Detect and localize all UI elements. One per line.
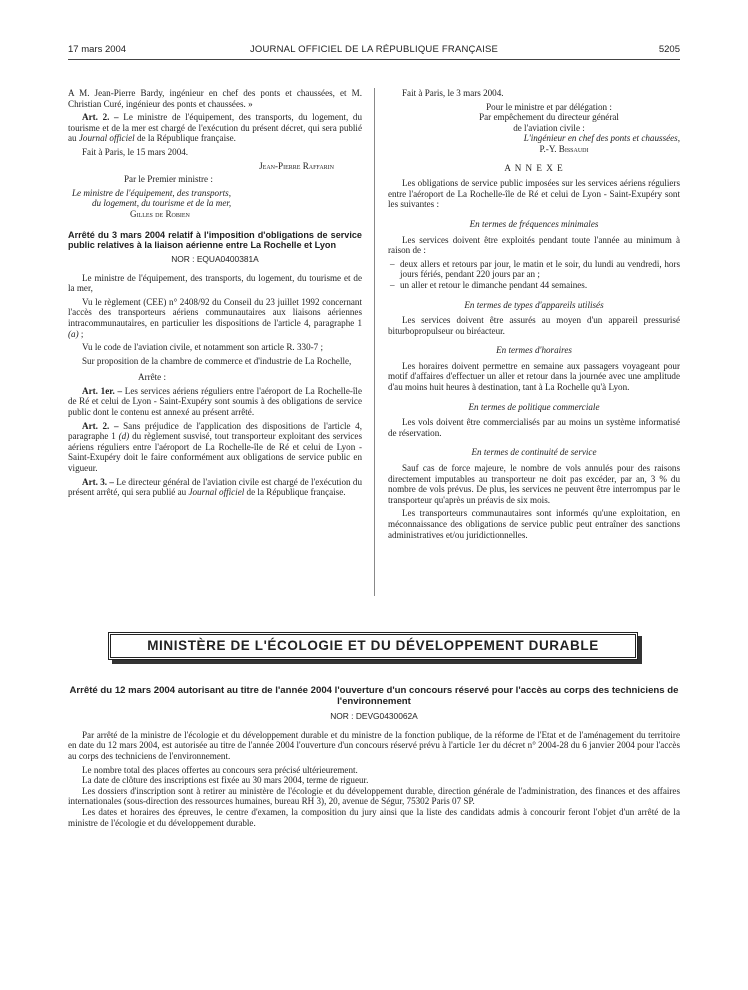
journal-ref: Journal officiel (78, 133, 135, 144)
nomination-text: A M. Jean-Pierre Bardy, ingénieur en chef des ponts et chaussées, et M. Christian Curé, ingénieur des ponts et chaussées. » (68, 88, 362, 109)
article-3 (68, 477, 362, 498)
paragraph: Les dates et horaires des épreuves, le centre d'examen, la composition du jury ainsi que la liste des candidats admis à concourir feront l'objet d'un arrêté de la ministre de l'écologie et du développement durable. (68, 806, 680, 828)
article-text: de la République française. (244, 487, 346, 498)
article-text: Les services aériens réguliers entre l'aéroport de La Rochelle-île de Ré et celui de Lyon - Saint-Exupéry sont soumis à des obligations de service public dont le contenu est annexé au présent arrêté. (68, 385, 362, 418)
impediment-line-1: Par empêchement du directeur général (479, 112, 619, 123)
article-2 (68, 421, 362, 474)
article-text: Le ministre de l'équipement, des transports, du logement, du tourisme et de la mer est chargé de l'exécution du présent décret, qui sera publié au (68, 112, 362, 144)
continuity-text: Sauf cas de force majeure, le nombre de vols annulés pour des raisons directement imputables au transporteur ne doit pas excéder, par an, 3 % du nombre de vols prévus. De plus, les services ne peuvent être interrompus par le transporteur qu'après un préavis de six mois. (388, 463, 680, 505)
column-divider (374, 88, 375, 596)
section-continuity: En termes de continuité de service (471, 447, 597, 458)
left-column (68, 88, 362, 501)
minister-role-line-1: Le ministre de l'équipement, des transports, (72, 187, 231, 198)
minister-name: Gilles de Robien (130, 208, 190, 219)
arrete-heading: Arrête : (138, 372, 167, 383)
visa-minister: Le ministre de l'équipement, des transports, du logement, du tourisme et de la mer, (68, 272, 362, 294)
article-text: du règlement susvisé, tout transporteur exploitant des services aériens réguliers entre l'aéroport de La Rochelle-île de Ré et celui de Lyon - Saint-Exupéry doit le faire conformément aux obligations de service public en vigueur. (68, 431, 362, 474)
article-1 (68, 386, 362, 418)
article-label: Art. 2. – (82, 420, 119, 431)
header-rule (68, 59, 680, 60)
right-column (388, 88, 680, 543)
section-commercial: En termes de politique commerciale (468, 401, 600, 412)
article-label: Art. 3. – (82, 476, 114, 487)
page-number: 5205 (658, 44, 680, 55)
sanctions-text: Les transporteurs communautaires sont informés qu'une exploitation, en méconnaissance des obligations de service public peut entraîner des sanctions administratives et/ou juridictionnelles. (388, 508, 680, 540)
article-text: de la République française. (134, 133, 236, 144)
section-aircraft: En termes de types d'appareils utilisés (464, 299, 604, 310)
article-label: Art. 1er. – (82, 385, 123, 396)
list-item: – deux allers et retours par jour, le matin et le soir, du lundi au vendredi, hors jours fériés, pendant 220 jours par an ; (400, 259, 680, 280)
section-frequencies: En termes de fréquences minimales (469, 218, 599, 229)
journal-ref: Journal officiel (188, 487, 245, 498)
journal-title: JOURNAL OFFICIEL DE LA RÉPUBLIQUE FRANÇAISE (249, 44, 499, 55)
paragraph: Le nombre total des places offertes au concours sera précisé ultérieurement. (82, 764, 358, 775)
paragraph: La date de clôture des inscriptions est fixée au 30 mars 2004, terme de rigueur. (82, 775, 369, 786)
frequencies-text: Les services doivent être exploités pendant toute l'année au minimum à raison de : (388, 234, 680, 256)
arrete-title: Arrêté du 3 mars 2004 relatif à l'imposition d'obligations de service public relatives à la liaison aérienne entre La Rochelle et Lyon (68, 229, 362, 250)
engineer-name: P.-Y. Bissaudi (539, 143, 589, 154)
visa-paragraph: (a) (68, 328, 79, 339)
article-2-decree (68, 112, 362, 144)
section-schedules: En termes d'horaires (496, 345, 572, 356)
frequencies-list (388, 259, 680, 291)
bottom-section (68, 686, 680, 831)
schedules-text: Les horaires doivent permettre en semaine aux passagers voyageant pour motif d'affaires d'effectuer un aller et retour dans la journée avec une amplitude d'au moins huit heures à destination, tant à La Rochelle qu'à Lyon. (388, 360, 680, 393)
article-paragraph: (d) (118, 431, 130, 442)
ministry-banner: MINISTÈRE DE L'ÉCOLOGIE ET DU DÉVELOPPEMENT DURABLE (108, 632, 638, 660)
signatory-authority: Par le Premier ministre : (124, 174, 213, 185)
delegation-line: Pour le ministre et par délégation : (486, 101, 612, 112)
article-text: Le directeur général de l'aviation civile est chargé de l'exécution du présent arrêté, qui sera publié au (68, 476, 362, 498)
signatory-name: Jean-Pierre Raffarin (259, 160, 334, 171)
minister-role-line-2: du logement, du tourisme et de la mer, (92, 198, 232, 209)
running-header (68, 44, 680, 58)
aircraft-text: Les services doivent être assurés au moyen d'un appareil pressurisé biturbopropulseur ou biréacteur. (388, 315, 680, 336)
commercial-text: Les vols doivent être commercialisés par au moins un système informatisé de réservation. (388, 417, 680, 438)
arrete-title: Arrêté du 12 mars 2004 autorisant au titre de l'année 2004 l'ouverture d'un concours réservé pour l'accès au corps des techniciens de l'environnement (69, 685, 679, 707)
nor-reference: NOR : DEVG0430062A (330, 711, 418, 722)
annex-intro: Les obligations de service public imposées sur les services aériens réguliers entre l'aéroport de La Rochelle-île de Ré et celui de Lyon - Saint-Exupéry sont les suivantes : (388, 178, 680, 210)
visa-text-end: ; (78, 328, 84, 339)
visa-code: Vu le code de l'aviation civile, et notamment son article R. 330-7 ; (82, 342, 323, 353)
paragraph: Les dossiers d'inscription sont à retirer au ministère de l'écologie et du développement durable, direction générale de l'administration, des finances et des affaires internationales (sous-direction des ressources humaines, bureau RH 3), 20, avenue de Ségur, 75302 Paris 07 SP. (68, 785, 680, 807)
annex-heading: A N N E X E (504, 162, 564, 173)
visa-text: Vu le règlement (CEE) n° 2408/92 du Conseil du 23 juillet 1992 concernant l'accès des transporteurs aériens communautaires aux liaisons aériennes intracommunautaires, en particulier les dispositions de l'article 4, paragraphe 1 (68, 296, 362, 328)
visa-proposal: Sur proposition de la chambre de commerce et d'industrie de La Rochelle, (82, 355, 352, 366)
signature-place-date: Fait à Paris, le 3 mars 2004. (402, 88, 504, 98)
visa-regulation (68, 297, 362, 339)
article-text: Sans préjudice de l'application des dispositions de l'article 4, paragraphe 1 (68, 420, 362, 442)
nor-reference: NOR : EQUA0400381A (171, 253, 259, 264)
impediment-line-2: de l'aviation civile : (513, 122, 585, 133)
article-label: Art. 2. – (82, 112, 119, 123)
header-date: 17 mars 2004 (68, 44, 127, 55)
paragraph: Par arrêté de la ministre de l'écologie et du développement durable et du ministre de la fonction publique, de la réforme de l'Etat et de l'aménagement du territoire en date du 12 mars 2004, est autorisée au titre de l'année 2004 l'ouverture d'un concours réservé prévu à l'article 1er du décret n° 2004-28 du 6 janvier 2004 pour l'accès au corps des techniciens de l'environnement. (68, 729, 680, 761)
engineer-role: L'ingénieur en chef des ponts et chaussées, (523, 133, 680, 144)
list-item: – un aller et retour le dimanche pendant 44 semaines. (400, 280, 680, 291)
signature-place-date: Fait à Paris, le 15 mars 2004. (82, 146, 189, 157)
